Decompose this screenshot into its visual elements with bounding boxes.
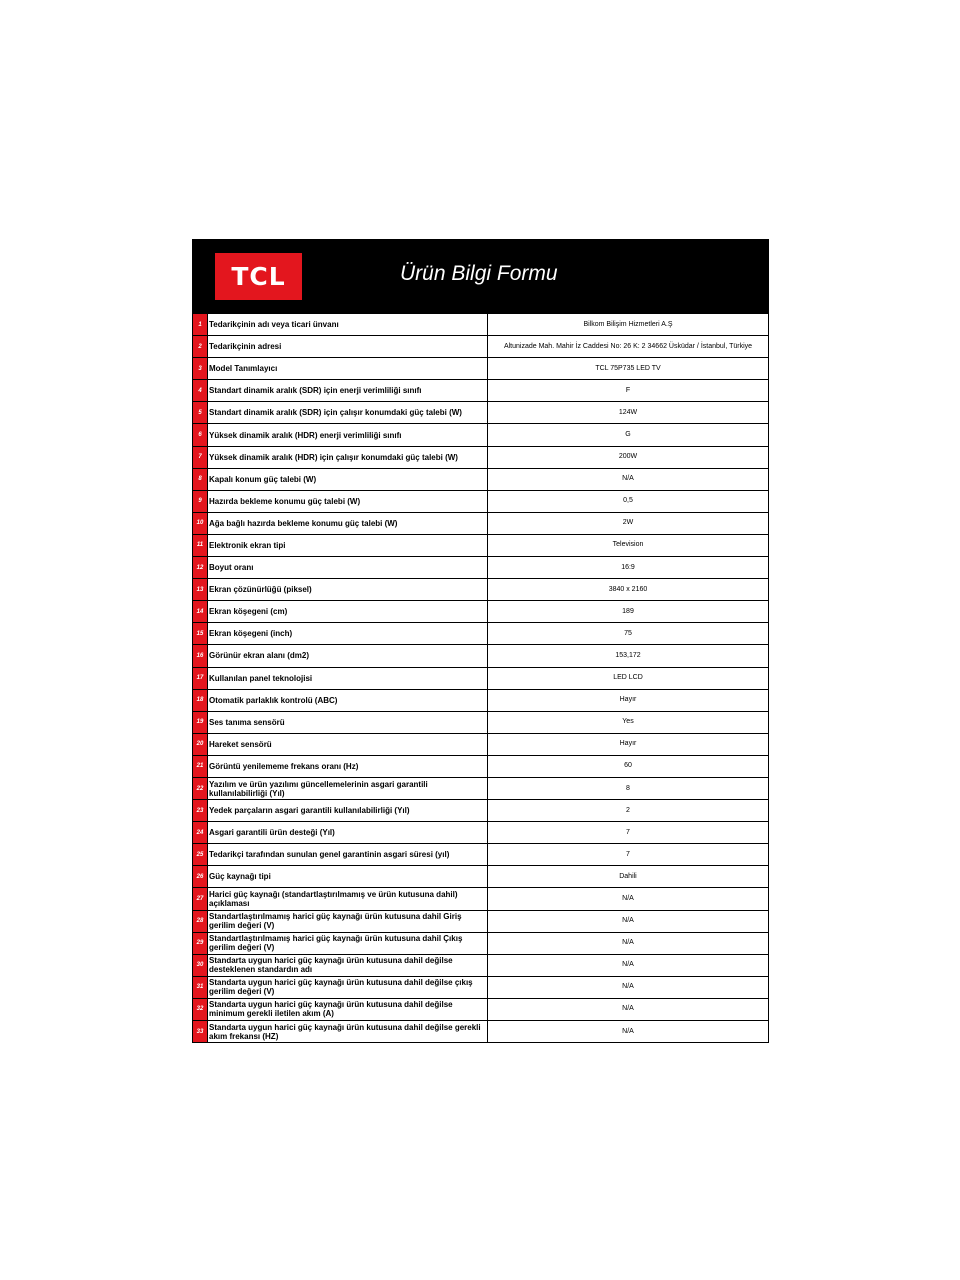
table-row bbox=[193, 976, 768, 998]
row-label: Ses tanıma sensörü bbox=[208, 712, 488, 733]
row-number: 25 bbox=[193, 844, 208, 865]
row-value: N/A bbox=[622, 475, 634, 483]
tcl-logo bbox=[215, 253, 302, 300]
row-number: 6 bbox=[193, 424, 208, 445]
table-row bbox=[193, 843, 768, 865]
row-label: Yüksek dinamik aralık (HDR) enerji verimliliği sınıfı bbox=[208, 424, 488, 445]
table-row bbox=[193, 711, 768, 733]
table-row bbox=[193, 865, 768, 887]
row-number: 13 bbox=[193, 579, 208, 600]
table-row bbox=[193, 534, 768, 556]
row-value: N/A bbox=[622, 939, 634, 947]
row-number: 1 bbox=[193, 314, 208, 335]
row-number: 4 bbox=[193, 380, 208, 401]
row-number: 3 bbox=[193, 358, 208, 379]
row-label: Standart dinamik aralık (SDR) için enerji verimliliği sınıfı bbox=[208, 380, 488, 401]
row-value: F bbox=[625, 386, 631, 394]
form-header bbox=[193, 240, 768, 313]
row-label: Görüntü yenilememe frekans oranı (Hz) bbox=[208, 756, 488, 777]
table-row bbox=[193, 335, 768, 357]
row-value: Hayır bbox=[619, 696, 637, 704]
row-label: Model Tanımlayıcı bbox=[208, 358, 488, 379]
row-label: Standarta uygun harici güç kaynağı ürün kutusuna dahil değilse çıkış gerilim değeri (V) bbox=[208, 977, 488, 998]
table-row bbox=[193, 622, 768, 644]
row-value: 124W bbox=[618, 408, 638, 416]
table-row bbox=[193, 512, 768, 534]
row-value: 200W bbox=[618, 453, 638, 461]
row-label: Otomatik parlaklık kontrolü (ABC) bbox=[208, 690, 488, 711]
row-value: 189 bbox=[622, 607, 634, 615]
table-row bbox=[193, 423, 768, 445]
row-value: TCL 75P735 LED TV bbox=[595, 364, 661, 372]
row-value: 2 bbox=[626, 806, 630, 814]
form-title: Ürün Bilgi Formu bbox=[400, 262, 558, 285]
row-label: Standarta uygun harici güç kaynağı ürün kutusuna dahil değilse gerekli akım frekansı (HZ) bbox=[208, 1021, 488, 1042]
row-number: 21 bbox=[193, 756, 208, 777]
row-number: 24 bbox=[193, 822, 208, 843]
table-row bbox=[193, 733, 768, 755]
row-value: 60 bbox=[624, 762, 632, 770]
row-label: Ekran çözünürlüğü (piksel) bbox=[208, 579, 488, 600]
row-label: Güç kaynağı tipi bbox=[208, 866, 488, 887]
row-label: Ekran köşegeni (cm) bbox=[208, 601, 488, 622]
row-label: Tedarikçinin adresi bbox=[208, 336, 488, 357]
row-label: Yedek parçaların asgari garantili kullanılabilirliği (Yıl) bbox=[208, 800, 488, 821]
row-number: 22 bbox=[193, 778, 208, 799]
table-row bbox=[193, 755, 768, 777]
row-value: 2W bbox=[622, 519, 634, 527]
table-row bbox=[193, 910, 768, 932]
row-number: 30 bbox=[193, 955, 208, 976]
row-number: 23 bbox=[193, 800, 208, 821]
row-value: 0,5 bbox=[623, 497, 633, 505]
row-value: Hayır bbox=[619, 740, 637, 748]
row-label: Tedarikçi tarafından sunulan genel garantinin asgari süresi (yıl) bbox=[208, 844, 488, 865]
row-number: 8 bbox=[193, 469, 208, 490]
row-value: Television bbox=[612, 541, 644, 549]
table-row bbox=[193, 357, 768, 379]
table-row bbox=[193, 1020, 768, 1042]
row-label: Hazırda bekleme konumu güç talebi (W) bbox=[208, 491, 488, 512]
row-value: N/A bbox=[622, 961, 634, 969]
row-number: 16 bbox=[193, 645, 208, 666]
row-number: 10 bbox=[193, 513, 208, 534]
row-number: 18 bbox=[193, 690, 208, 711]
row-label: Tedarikçinin adı veya ticari ünvanı bbox=[208, 314, 488, 335]
row-number: 19 bbox=[193, 712, 208, 733]
row-value: Bilkom Bilişim Hizmetleri A.Ş bbox=[583, 320, 673, 328]
row-value: 7 bbox=[626, 828, 630, 836]
row-number: 12 bbox=[193, 557, 208, 578]
table-row bbox=[193, 468, 768, 490]
row-number: 27 bbox=[193, 888, 208, 909]
row-label: Yüksek dinamik aralık (HDR) için çalışır konumdaki güç talebi (W) bbox=[208, 447, 488, 468]
row-value: N/A bbox=[622, 1027, 634, 1035]
row-value: 75 bbox=[624, 629, 632, 637]
table-row bbox=[193, 799, 768, 821]
row-number: 31 bbox=[193, 977, 208, 998]
table-row bbox=[193, 600, 768, 622]
row-label: Standart dinamik aralık (SDR) için çalışır konumdaki güç talebi (W) bbox=[208, 402, 488, 423]
row-value: 3840 x 2160 bbox=[608, 585, 648, 593]
row-number: 17 bbox=[193, 668, 208, 689]
row-number: 2 bbox=[193, 336, 208, 357]
row-label: Standartlaştırılmamış harici güç kaynağı ürün kutusuna dahil Çıkış gerilim değeri (V) bbox=[208, 933, 488, 954]
table-row bbox=[193, 578, 768, 600]
row-label: Yazılım ve ürün yazılımı güncellemelerinin asgari garantili kullanılabilirliği (Yıl) bbox=[208, 778, 488, 799]
row-label: Kapalı konum güç talebi (W) bbox=[208, 469, 488, 490]
row-value: 153,172 bbox=[615, 651, 641, 659]
row-label: Ekran köşegeni (inch) bbox=[208, 623, 488, 644]
row-value: G bbox=[625, 431, 631, 439]
row-label: Standartlaştırılmamış harici güç kaynağı ürün kutusuna dahil Giriş gerilim değeri (V) bbox=[208, 911, 488, 932]
row-label: Hareket sensörü bbox=[208, 734, 488, 755]
table-row bbox=[193, 821, 768, 843]
table-row bbox=[193, 954, 768, 976]
row-value: 16:9 bbox=[621, 563, 635, 571]
table-row bbox=[193, 490, 768, 512]
table-row bbox=[193, 401, 768, 423]
row-value: Altunizade Mah. Mahir İz Caddesi No: 26 K: 2 34662 Üsküdar / İstanbul, Türkiye bbox=[503, 342, 753, 350]
row-number: 29 bbox=[193, 933, 208, 954]
row-value: 8 bbox=[626, 784, 630, 792]
row-label: Ağa bağlı hazırda bekleme konumu güç talebi (W) bbox=[208, 513, 488, 534]
row-value: N/A bbox=[622, 894, 634, 902]
table-row bbox=[193, 644, 768, 666]
row-number: 9 bbox=[193, 491, 208, 512]
logo-text: TCL bbox=[231, 262, 286, 291]
table-row bbox=[193, 932, 768, 954]
table-row bbox=[193, 313, 768, 335]
table-row bbox=[193, 556, 768, 578]
row-label: Standarta uygun harici güç kaynağı ürün kutusuna dahil değilse minimum gerekli iletilen akım (A) bbox=[208, 999, 488, 1020]
row-value: N/A bbox=[622, 983, 634, 991]
row-label: Harici güç kaynağı (standartlaştırılmamış ve ürün kutusuna dahil) açıklaması bbox=[208, 888, 488, 909]
row-label: Standarta uygun harici güç kaynağı ürün kutusuna dahil değilse desteklenen standardın adı bbox=[208, 955, 488, 976]
spec-table bbox=[193, 313, 768, 1042]
table-row bbox=[193, 887, 768, 909]
row-label: Kullanılan panel teknolojisi bbox=[208, 668, 488, 689]
row-value: LED LCD bbox=[613, 674, 643, 682]
row-number: 20 bbox=[193, 734, 208, 755]
row-value: Yes bbox=[622, 718, 634, 726]
product-info-form bbox=[192, 239, 769, 1043]
table-row bbox=[193, 689, 768, 711]
table-row bbox=[193, 777, 768, 799]
row-label: Asgari garantili ürün desteği (Yıl) bbox=[208, 822, 488, 843]
row-number: 26 bbox=[193, 866, 208, 887]
row-number: 14 bbox=[193, 601, 208, 622]
row-number: 28 bbox=[193, 911, 208, 932]
row-number: 5 bbox=[193, 402, 208, 423]
table-row bbox=[193, 379, 768, 401]
table-row bbox=[193, 667, 768, 689]
row-label: Elektronik ekran tipi bbox=[208, 535, 488, 556]
row-number: 15 bbox=[193, 623, 208, 644]
row-number: 11 bbox=[193, 535, 208, 556]
row-value: N/A bbox=[622, 917, 634, 925]
row-value: N/A bbox=[622, 1005, 634, 1013]
row-value: Dahili bbox=[619, 872, 637, 880]
row-value: 7 bbox=[626, 850, 630, 858]
row-number: 7 bbox=[193, 447, 208, 468]
row-number: 33 bbox=[193, 1021, 208, 1042]
table-row bbox=[193, 998, 768, 1020]
row-number: 32 bbox=[193, 999, 208, 1020]
table-row bbox=[193, 446, 768, 468]
row-label: Görünür ekran alanı (dm2) bbox=[208, 645, 488, 666]
row-label: Boyut oranı bbox=[208, 557, 488, 578]
